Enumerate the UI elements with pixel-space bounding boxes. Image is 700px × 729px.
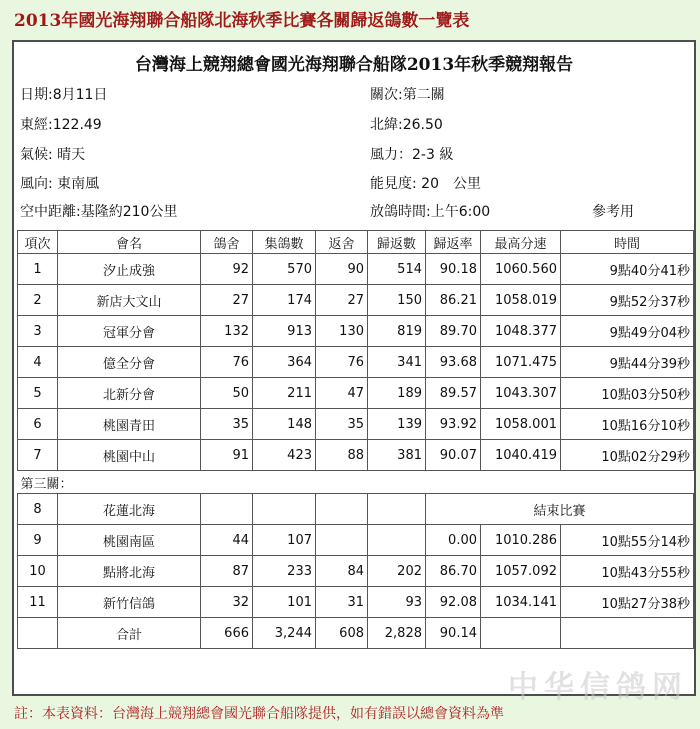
- returned-lofts: [316, 494, 368, 525]
- returned-lofts: 76: [316, 347, 368, 378]
- table-row: [18, 587, 694, 618]
- total-lofts: 666: [201, 618, 253, 649]
- row-number: 10: [18, 556, 58, 587]
- return-rate: 86.70: [426, 556, 481, 587]
- returned: 514: [368, 254, 426, 285]
- club-name: 新店大文山: [58, 285, 201, 316]
- collected: 174: [253, 285, 316, 316]
- top-speed: 1034.141: [481, 587, 561, 618]
- club-name: 北新分會: [58, 378, 201, 409]
- top-speed: 1040.419: [481, 440, 561, 471]
- column-header: 最高分速: [481, 231, 561, 254]
- column-header: 鴿舍: [201, 231, 253, 254]
- returned-lofts: [316, 525, 368, 556]
- site-watermark: 中华信鸽网: [508, 670, 688, 705]
- table-row: [18, 378, 694, 409]
- collected: 423: [253, 440, 316, 471]
- lofts: 27: [201, 285, 253, 316]
- arrival-time: 10點16分10秒: [561, 409, 694, 440]
- total-rate: 90.14: [426, 618, 481, 649]
- race-stage: 關次:第二關: [370, 87, 445, 103]
- row-number: 6: [18, 409, 58, 440]
- top-speed: 1058.019: [481, 285, 561, 316]
- row-number: 8: [18, 494, 58, 525]
- club-name: 汐止成強: [58, 254, 201, 285]
- column-header: 歸返率: [426, 231, 481, 254]
- returned: 93: [368, 587, 426, 618]
- club-name: 點將北海: [58, 556, 201, 587]
- wind-force: 風力：2-3 級: [370, 147, 454, 163]
- footnote: 註：本表資料：台灣海上競翔總會國光聯合船隊提供，如有錯誤以總會資料為準: [14, 706, 504, 722]
- collected: 913: [253, 316, 316, 347]
- club-name: 花蓮北海: [58, 494, 201, 525]
- report-title: 台灣海上競翔總會國光海翔聯合船隊2013年秋季競翔報告: [134, 55, 574, 75]
- returned-lofts: 90: [316, 254, 368, 285]
- column-header: 時間: [561, 231, 694, 254]
- table-row: [18, 409, 694, 440]
- latitude: 北緯:26.50: [370, 117, 443, 133]
- top-speed: [481, 618, 561, 649]
- lofts: 44: [201, 525, 253, 556]
- returned-lofts: 84: [316, 556, 368, 587]
- air-distance: 空中距離:基隆約210公里: [20, 204, 178, 220]
- return-rate: 93.68: [426, 347, 481, 378]
- table-row: [18, 316, 694, 347]
- return-rate: 0.00: [426, 525, 481, 556]
- total-collected: 3,244: [253, 618, 316, 649]
- collected: 107: [253, 525, 316, 556]
- top-speed: 1043.307: [481, 378, 561, 409]
- top-speed: 1057.092: [481, 556, 561, 587]
- arrival-time: 10點55分14秒: [561, 525, 694, 556]
- table-row: [18, 254, 694, 285]
- visibility: 能見度: 20 公里: [370, 176, 481, 192]
- arrival-time: 9點44分39秒: [561, 347, 694, 378]
- table-row: [18, 525, 694, 556]
- table-row: [18, 494, 694, 525]
- lofts: 32: [201, 587, 253, 618]
- return-rate: 86.21: [426, 285, 481, 316]
- arrival-time: 9點52分37秒: [561, 285, 694, 316]
- lofts: 87: [201, 556, 253, 587]
- total-returned-lofts: 608: [316, 618, 368, 649]
- arrival-time: 10點03分50秒: [561, 378, 694, 409]
- returned-lofts: 35: [316, 409, 368, 440]
- table-row: [18, 347, 694, 378]
- table-row: [18, 440, 694, 471]
- returned: 139: [368, 409, 426, 440]
- returned: [368, 525, 426, 556]
- arrival-time: 10點02分29秒: [561, 440, 694, 471]
- return-rate: 90.07: [426, 440, 481, 471]
- total-label: 合計: [58, 618, 201, 649]
- table-row: [18, 285, 694, 316]
- lofts: 132: [201, 316, 253, 347]
- lofts: 35: [201, 409, 253, 440]
- arrival-time: 9點49分04秒: [561, 316, 694, 347]
- club-name: 桃園青田: [58, 409, 201, 440]
- results-table: [17, 230, 694, 649]
- lofts: 91: [201, 440, 253, 471]
- row-number: 5: [18, 378, 58, 409]
- table-row: [18, 556, 694, 587]
- lofts: 50: [201, 378, 253, 409]
- collected: 101: [253, 587, 316, 618]
- total-row: [18, 618, 694, 649]
- collected: 570: [253, 254, 316, 285]
- returned-lofts: 88: [316, 440, 368, 471]
- weather: 氣候: 晴天: [20, 147, 86, 163]
- row-number: 11: [18, 587, 58, 618]
- returned-lofts: 130: [316, 316, 368, 347]
- reference-note: 參考用: [592, 204, 634, 220]
- returned: 381: [368, 440, 426, 471]
- row-number: [18, 618, 58, 649]
- return-rate: 92.08: [426, 587, 481, 618]
- row-number: 2: [18, 285, 58, 316]
- arrival-time: 10點27分38秒: [561, 587, 694, 618]
- release-time: 放鴿時間:上午6:00: [370, 204, 491, 220]
- returned-lofts: 31: [316, 587, 368, 618]
- row-number: 1: [18, 254, 58, 285]
- arrival-time: 10點43分55秒: [561, 556, 694, 587]
- ended-note: 結束比賽: [426, 494, 694, 525]
- collected: 148: [253, 409, 316, 440]
- collected: 211: [253, 378, 316, 409]
- column-header: 項次: [18, 231, 58, 254]
- section-divider: [18, 471, 694, 494]
- top-speed: 1058.001: [481, 409, 561, 440]
- section-label: 第三關：: [18, 471, 694, 494]
- wind-direction: 風向: 東南風: [20, 176, 100, 192]
- top-speed: 1060.560: [481, 254, 561, 285]
- club-name: 冠軍分會: [58, 316, 201, 347]
- column-header: 集鴿數: [253, 231, 316, 254]
- lofts: [201, 494, 253, 525]
- club-name: 桃園中山: [58, 440, 201, 471]
- race-date: 日期:8月11日: [20, 87, 108, 103]
- row-number: 9: [18, 525, 58, 556]
- club-name: 新竹信鴿: [58, 587, 201, 618]
- lofts: 92: [201, 254, 253, 285]
- row-number: 7: [18, 440, 58, 471]
- column-header: 會名: [58, 231, 201, 254]
- club-name: 億全分會: [58, 347, 201, 378]
- return-rate: 89.70: [426, 316, 481, 347]
- row-number: 4: [18, 347, 58, 378]
- returned: [368, 494, 426, 525]
- returned-lofts: 27: [316, 285, 368, 316]
- return-rate: 90.18: [426, 254, 481, 285]
- returned: 189: [368, 378, 426, 409]
- column-header: 返舍: [316, 231, 368, 254]
- return-rate: 89.57: [426, 378, 481, 409]
- arrival-time: 9點40分41秒: [561, 254, 694, 285]
- column-header: 歸返數: [368, 231, 426, 254]
- top-speed: 1048.377: [481, 316, 561, 347]
- page-title: 2013年國光海翔聯合船隊北海秋季比賽各關歸返鴿數一覽表: [14, 11, 470, 31]
- report-sheet: [12, 40, 696, 696]
- returned: 202: [368, 556, 426, 587]
- top-speed: 1071.475: [481, 347, 561, 378]
- returned: 150: [368, 285, 426, 316]
- collected: 364: [253, 347, 316, 378]
- longitude: 東經:122.49: [20, 117, 102, 133]
- collected: [253, 494, 316, 525]
- returned-lofts: 47: [316, 378, 368, 409]
- total-returned: 2,828: [368, 618, 426, 649]
- returned: 341: [368, 347, 426, 378]
- table-header: [18, 231, 694, 254]
- top-speed: 1010.286: [481, 525, 561, 556]
- return-rate: 93.92: [426, 409, 481, 440]
- lofts: 76: [201, 347, 253, 378]
- returned: 819: [368, 316, 426, 347]
- collected: 233: [253, 556, 316, 587]
- club-name: 桃園南區: [58, 525, 201, 556]
- arrival-time: [561, 618, 694, 649]
- row-number: 3: [18, 316, 58, 347]
